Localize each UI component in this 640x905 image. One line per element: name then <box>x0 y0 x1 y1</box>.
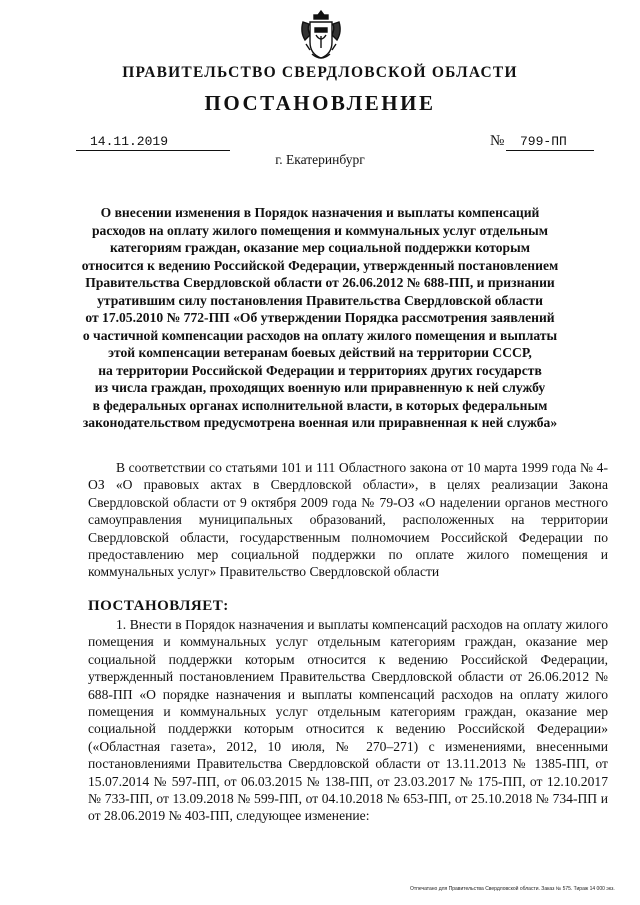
title-line: категориям граждан, оказание мер социальной поддержки которым <box>110 240 530 255</box>
title-line: в федеральных органах исполнительной власти, в которых федеральным <box>92 397 548 413</box>
title-line: относится к ведению Российской Федерации, утвержденный постановлением <box>81 257 559 273</box>
title-line: Правительства Свердловской области от 26.06.2012 № 688-ПП, и признании <box>85 275 555 290</box>
title-line: О внесении изменения в Порядок назначения и выплаты компенсаций <box>100 205 540 220</box>
resolves-heading: ПОСТАНОВЛЯЕТ: <box>88 598 229 614</box>
preamble-paragraph: В соответствии со статьями 101 и 111 Областного закона от 10 марта 1999 года № 4-ОЗ «О правовых актах в Свердловской области», в целях реализации Закона Свердловской области от 9 октября 2009 года № 79-ОЗ «О наделении органов местного самоуправления муниципальных образований, расположенных на территории Свердловской области, государственным полномочием Российской Федерации по предоставлению мер социальной поддержки по оплате жилого помещения и коммунальных услуг» Правительство Свердловской области <box>88 460 608 580</box>
title-line: законодательством предусмотрена военная или приравненная к ней служба» <box>82 415 558 430</box>
title-line: на территории Российской Федерации и территориях других государств <box>98 362 542 378</box>
title-line: о частичной компенсации расходов на оплату жилого помещения и выплаты <box>82 327 558 343</box>
title-line: из числа граждан, проходящих военную или приравненную к ней службу <box>94 380 546 395</box>
item-1-paragraph: 1. Внести в Порядок назначения и выплаты компенсаций расходов на оплату жилого помещения и коммунальных услуг отдельным категориям граждан, оказание мер социальной поддержки которым относится к ведению Российской Федерации, утвержденный постановлением Правительства Свердловской области от 26.06.2012 № 688-ПП «О порядке назначения и выплаты компенсаций расходов на оплату жилого помещения и коммунальных услуг отдельным категориям граждан, оказание мер социальной поддержки которым относится к ведению Российской Федерации» («Областная газета», 2012, 10 июля, № 270–271) с изменениями, внесенными постановлениями Правительства Свердловской области от 13.11.2013 № 1385-ПП, от 15.07.2014 № 597-ПП, от 06.03.2015 № 138-ПП, от 23.03.2017 № 175-ПП, от 12.10.2017 № 733-ПП, от 13.09.2018 № 599-ПП, от 04.10.2018 № 653-ПП, от 25.10.2018 № 734-ПП и от 28.06.2019 № 403-ПП, следующее изменение: <box>88 617 608 824</box>
title-line: этой компенсации ветеранам боевых действий на территории СССР, <box>108 345 532 360</box>
document-title <box>60 204 580 432</box>
city: г. Екатеринбург <box>275 152 365 167</box>
title-line: расходов на оплату жилого помещения и коммунальных услуг отдельным <box>91 222 549 238</box>
title-line: от 17.05.2010 № 772-ПП «Об утверждении Порядка рассмотрения заявлений <box>85 310 555 325</box>
print-footer: Отпечатано для Правительства Свердловской области. Заказ № 575. Тираж 14 000 экз. <box>410 886 615 892</box>
document-number: 799-ПП <box>506 134 594 151</box>
title-line: утратившим силу постановления Правительства Свердловской области <box>97 292 543 308</box>
organization-title: ПРАВИТЕЛЬСТВО СВЕРДЛОВСКОЙ ОБЛАСТИ <box>122 64 518 81</box>
document-type: ПОСТАНОВЛЕНИЕ <box>204 91 436 115</box>
document-date: 14.11.2019 <box>76 134 230 151</box>
number-label: № <box>490 133 505 149</box>
coat-of-arms-icon <box>298 8 344 64</box>
